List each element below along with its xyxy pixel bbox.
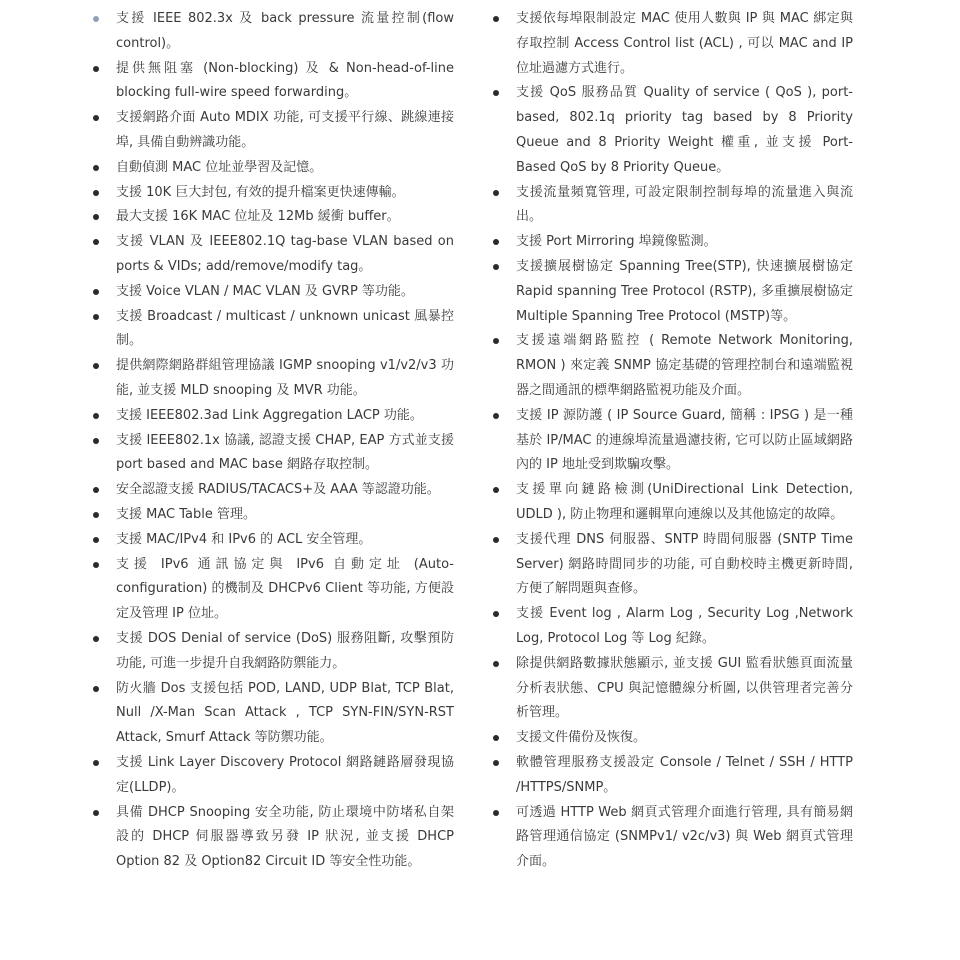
feature-item: 支援 Link Layer Discovery Protocol 網路鏈路層發現協定(LLDP)。 <box>116 751 454 801</box>
feature-item: 防火牆 Dos 支援包括 POD, LAND, UDP Blat, TCP Blat, Null /X-Man Scan Attack , TCP SYN-FIN/SYN-RST Attack, Smurf Attack 等防禦功能。 <box>116 677 454 751</box>
feature-item: 具備 DHCP Snooping 安全功能, 防止環境中防堵私自架設的 DHCP 伺服器導致另發 IP 狀況, 並支援 DHCP Option 82 及 Option82 Circuit ID 等安全性功能。 <box>116 801 454 875</box>
feature-item: 支援 DOS Denial of service (DoS) 服務阻斷, 攻擊預防功能, 可進一步提升自我網路防禦能力。 <box>116 627 454 677</box>
feature-item: 提供無阻塞 (Non-blocking) 及 & Non-head-of-line blocking full-wire speed forwarding。 <box>116 57 454 107</box>
feature-item: 最大支援 16K MAC 位址及 12Mb 緩衝 buffer。 <box>116 205 454 230</box>
feature-item: 支援流量頻寬管理, 可設定限制控制每埠的流量進入與流出。 <box>516 181 853 231</box>
feature-item: 支援遠端網路監控 ( Remote Network Monitoring, RMON ) 來定義 SNMP 協定基礎的管理控制台和遠端監視器之間通訊的標準網路監視功能及介面。 <box>516 329 853 403</box>
feature-item: 提供網際網路群組管理協議 IGMP snooping v1/v2/v3 功能, 並支援 MLD snooping 及 MVR 功能。 <box>116 354 454 404</box>
feature-list-right <box>516 7 853 875</box>
feature-item: 支援 MAC/IPv4 和 IPv6 的 ACL 安全管理。 <box>116 528 454 553</box>
feature-list-left <box>116 7 454 875</box>
feature-item: 支援 Event log , Alarm Log , Security Log ,Network Log, Protocol Log 等 Log 紀錄。 <box>516 602 853 652</box>
feature-item: 支援 IEEE 802.3x 及 back pressure 流量控制(flow control)。 <box>116 7 454 57</box>
feature-item: 支援 IPv6 通訊協定與 IPv6 自動定址 (Auto-configuration) 的機制及 DHCPv6 Client 等功能, 方便設定及管理 IP 位址。 <box>116 553 454 627</box>
feature-item: 支援單向鏈路檢測(UniDirectional Link Detection, UDLD ), 防止物理和邏輯單向連線以及其他協定的故障。 <box>516 478 853 528</box>
feature-item: 除提供網路數據狀態顯示, 並支援 GUI 監看狀態頁面流量分析表狀態、CPU 與記憶體線分析圖, 以供管理者完善分析管理。 <box>516 652 853 726</box>
feature-item: 支援 IEEE802.1x 協議, 認證支援 CHAP, EAP 方式並支援 port based and MAC base 網路存取控制。 <box>116 429 454 479</box>
feature-item: 支援 Voice VLAN / MAC VLAN 及 GVRP 等功能。 <box>116 280 454 305</box>
feature-item: 支援代理 DNS 伺服器、SNTP 時間伺服器 (SNTP Time Server) 網路時間同步的功能, 可自動校時主機更新時間, 方便了解問題與查修。 <box>516 528 853 602</box>
feature-item: 支援擴展樹協定 Spanning Tree(STP), 快速擴展樹協定 Rapid spanning Tree Protocol (RSTP), 多重擴展樹協定 Multiple Spanning Tree Protocol (MSTP)等。 <box>516 255 853 329</box>
feature-item: 支援網路介面 Auto MDIX 功能, 可支援平行線、跳線連接埠, 具備自動辨識功能。 <box>116 106 454 156</box>
feature-item: 支援文件備份及恢復。 <box>516 726 853 751</box>
feature-item: 支援 Broadcast / multicast / unknown unicast 風暴控制。 <box>116 305 454 355</box>
feature-item: 支援 IP 源防護 ( IP Source Guard, 簡稱 : IPSG ) 是一種基於 IP/MAC 的連線埠流量過濾技術, 它可以防止區域網路內的 IP 地址受到欺騙攻擊。 <box>516 404 853 478</box>
feature-item: 可透過 HTTP Web 網頁式管理介面進行管理, 具有簡易網路管理通信協定 (SNMPv1/ v2c/v3) 與 Web 網頁式管理介面。 <box>516 801 853 875</box>
feature-item: 安全認證支援 RADIUS/TACACS+及 AAA 等認證功能。 <box>116 478 454 503</box>
feature-item: 支援依每埠限制設定 MAC 使用人數與 IP 與 MAC 綁定與存取控制 Access Control list (ACL) , 可以 MAC and IP 位址過濾方式進行。 <box>516 7 853 81</box>
feature-item: 軟體管理服務支援設定 Console / Telnet / SSH / HTTP /HTTPS/SNMP。 <box>516 751 853 801</box>
feature-item: 支援 QoS 服務品質 Quality of service ( QoS ), port-based, 802.1q priority tag based by 8 Priority Queue and 8 Priority Weight 權重, 並支援 Port- Based QoS by 8 Priority Queue。 <box>516 81 853 180</box>
feature-item: 支援 MAC Table 管理。 <box>116 503 454 528</box>
feature-item: 支援 IEEE802.3ad Link Aggregation LACP 功能。 <box>116 404 454 429</box>
feature-item: 自動偵測 MAC 位址並學習及記憶。 <box>116 156 454 181</box>
feature-item: 支援 10K 巨大封包, 有效的提升檔案更快速傳輸。 <box>116 181 454 206</box>
feature-item: 支援 VLAN 及 IEEE802.1Q tag-base VLAN based on ports & VIDs; add/remove/modify tag。 <box>116 230 454 280</box>
feature-item: 支援 Port Mirroring 埠鏡像監測。 <box>516 230 853 255</box>
